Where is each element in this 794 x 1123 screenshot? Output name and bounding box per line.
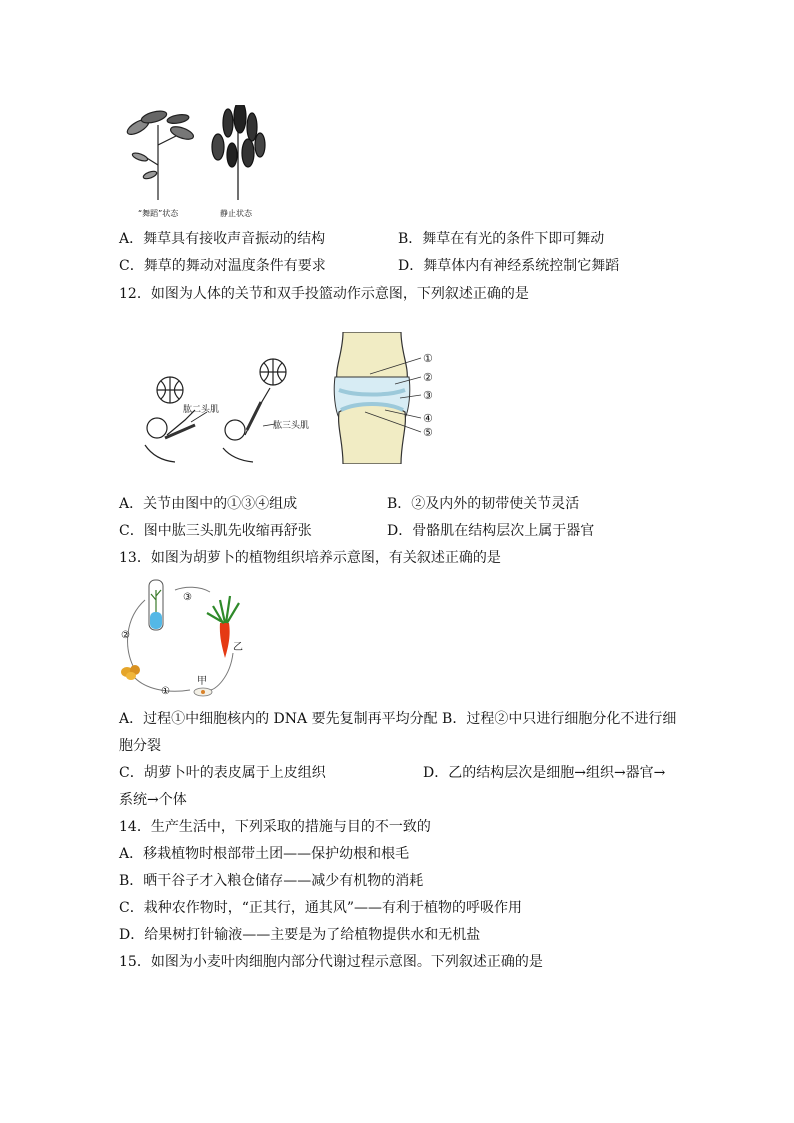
basketball-arms-figure [135,350,315,465]
triceps-label: 肱三头肌 [273,421,310,431]
joint-marker-4: ④ [423,412,433,425]
joint-marker-3: ③ [423,389,433,402]
label-jia: 甲 [197,676,207,687]
q13-option-c: C．胡萝卜叶的表皮属于上皮组织 [119,765,326,781]
still-plant-illustration [212,105,265,200]
biceps-label: 肱二头肌 [183,405,220,415]
q15-stem: 15．如图为小麦叶肉细胞内部分代谢过程示意图。下列叙述正确的是 [119,954,543,970]
lower-bone [339,405,406,465]
left-person [145,410,195,462]
dancing-plant-illustration [125,109,195,200]
q13-option-a: A．过程①中细胞核内的 DNA 要先复制再平均分配 B．过程②中只进行细胞分化不进行细 [119,711,677,727]
q14-option-b: B．晒干谷子才入粮仓储存——减少有机物的消耗 [119,873,424,889]
q12-stem: 12．如图为人体的关节和双手投篮动作示意图，下列叙述正确的是 [119,286,529,302]
tissue-culture-figure [115,578,255,703]
joint-marker-1: ① [423,352,433,365]
still-state-label: 静止状态 [220,209,252,218]
q14-option-a: A．移栽植物时根部带土团——保护幼根和根毛 [119,846,410,862]
q11-option-d: D．舞草体内有神经系统控制它舞蹈 [398,258,620,274]
q12-option-c: C．图中肱三头肌先收缩再舒张 [119,523,312,539]
q11-option-b: B．舞草在有光的条件下即可舞动 [398,231,605,247]
joint-marker-2: ② [423,371,433,384]
step-3-label: ③ [183,592,192,603]
joint-marker-5: ⑤ [423,426,433,439]
callus-cluster [121,665,140,680]
label-yi: 乙 [233,642,243,653]
petri-dish [194,688,212,696]
q13-option-d: D．乙的结构层次是细胞→组织→器官→ [423,765,666,781]
step-2-label: ② [121,630,130,641]
q12-option-a: A．关节由图中的①③④组成 [119,496,298,512]
q13-stem: 13．如图为胡萝卜的植物组织培养示意图，有关叙述正确的是 [119,550,501,566]
q14-stem: 14．生产生活中，下列采取的措施与目的不一致的 [119,819,431,835]
step-1-label: ① [161,686,170,697]
q11-option-a: A．舞草具有接收声音振动的结构 [119,231,326,247]
q12-option-b: B．②及内外的韧带使关节灵活 [387,496,580,512]
dancing-grass-figure [120,105,280,223]
dancing-state-label: “舞蹈”状态 [138,209,179,218]
q12-option-d: D．骨骼肌在结构层次上属于器官 [387,523,595,539]
basketball-right [260,359,286,385]
q14-option-d: D．给果树打针输液——主要是为了给植物提供水和无机盐 [119,927,481,943]
q11-option-c: C．舞草的舞动对温度条件有要求 [119,258,326,274]
q13-option-d-continued: 系统→个体 [119,792,187,808]
q14-option-c: C．栽种农作物时，“正其行，通其风”——有利于植物的呼吸作用 [119,900,523,916]
joint-diagram [325,332,445,464]
q13-option-a-continued: 胞分裂 [119,738,161,754]
test-tube [149,580,163,630]
basketball-left [157,377,183,403]
right-person [223,388,270,462]
